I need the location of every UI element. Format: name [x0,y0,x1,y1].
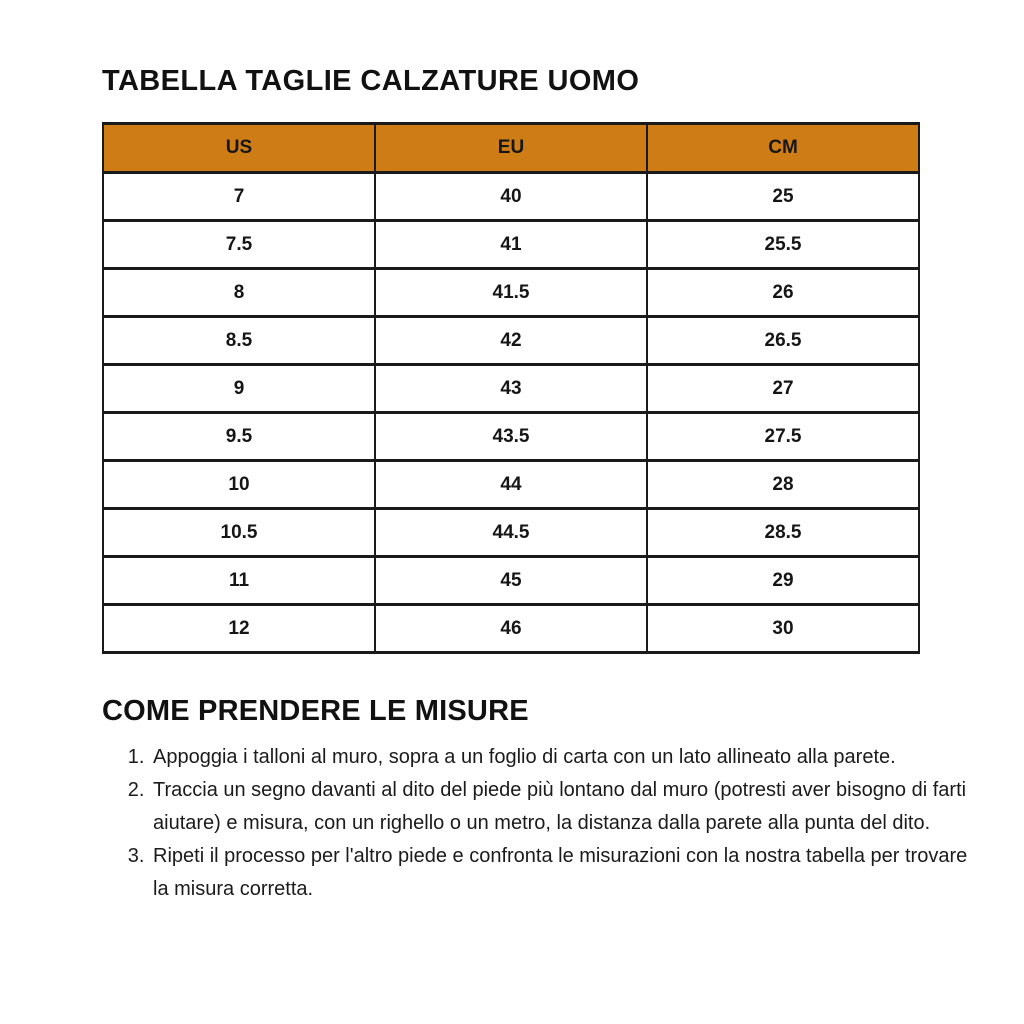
table-row [103,461,919,509]
size-cell: 8.5 [103,317,375,365]
size-cell: 10.5 [103,509,375,557]
size-table [102,122,920,654]
size-cell: 27.5 [647,413,919,461]
size-cell: 44 [375,461,647,509]
size-table-head [103,124,919,173]
table-row [103,269,919,317]
size-cell: 9 [103,365,375,413]
size-cell: 29 [647,557,919,605]
size-cell: 9.5 [103,413,375,461]
size-cell: 7 [103,173,375,221]
column-header-eu: EU [375,124,647,173]
size-table-body [103,173,919,653]
size-cell: 25.5 [647,221,919,269]
size-cell: 43 [375,365,647,413]
size-cell: 10 [103,461,375,509]
size-cell: 40 [375,173,647,221]
table-row [103,557,919,605]
size-cell: 26.5 [647,317,919,365]
table-row [103,413,919,461]
column-header-cm: CM [647,124,919,173]
size-cell: 28 [647,461,919,509]
size-cell: 41.5 [375,269,647,317]
instruction-item: 1. Appoggia i talloni al muro, sopra a un foglio di carta con un lato allineato alla parete. [150,741,970,774]
size-cell: 46 [375,605,647,653]
size-cell: 25 [647,173,919,221]
header-row [103,124,919,173]
size-cell: 12 [103,605,375,653]
table-row [103,173,919,221]
size-cell: 44.5 [375,509,647,557]
table-row [103,365,919,413]
instructions-list [102,741,970,906]
table-row [103,221,919,269]
size-cell: 26 [647,269,919,317]
size-cell: 27 [647,365,919,413]
instruction-item: 2. Traccia un segno davanti al dito del piede più lontano dal muro (potresti aver bisogno di farti aiutare) e misura, con un righello o un metro, la distanza dalla parete alla punta del dito. [150,774,970,840]
size-cell: 45 [375,557,647,605]
size-cell: 30 [647,605,919,653]
size-cell: 8 [103,269,375,317]
instruction-item: 3. Ripeti il processo per l'altro piede e confronta le misurazioni con la nostra tabella per trovare la misura corretta. [150,840,970,906]
column-header-us: US [103,124,375,173]
size-cell: 43.5 [375,413,647,461]
size-cell: 11 [103,557,375,605]
size-cell: 42 [375,317,647,365]
size-cell: 41 [375,221,647,269]
size-cell: 28.5 [647,509,919,557]
table-row [103,317,919,365]
page-title: TABELLA TAGLIE CALZATURE UOMO [102,65,640,97]
table-row [103,605,919,653]
table-row [103,509,919,557]
section-title: COME PRENDERE LE MISURE [102,695,529,727]
size-cell: 7.5 [103,221,375,269]
